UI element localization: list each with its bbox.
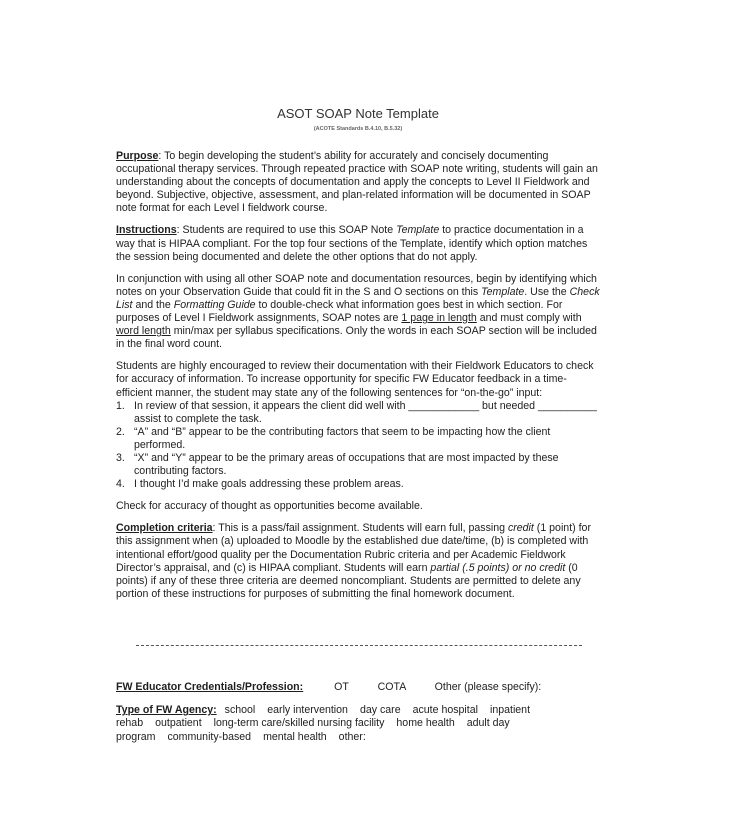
conjunction-t4: Check List (116, 285, 600, 311)
instructions-template-word: Template (396, 224, 440, 237)
agency-option[interactable]: day care (359, 704, 401, 716)
purpose-paragraph (116, 150, 602, 215)
completion-t3: (1 point) for this assignment when (a) uploaded to Moodle by the established due date/time, (b) is completed with intentional effort/good quality per the Documentation Rubric criteria and per Academic Fieldwork Director’s appraisal, and (c) is HIPAA compliant. Students will earn (116, 522, 591, 574)
fw-credentials-row (116, 681, 541, 693)
conjunction-t5: and the (132, 298, 174, 311)
completion-t5: (0 points) if any of these three criteria are deemed noncompliant. Students are permitted to delete any portion of these instructions for purposes of submitting the final homework document. (116, 561, 581, 600)
conjunction-t2: Template (481, 285, 525, 298)
instructions-label: Instructions (116, 224, 177, 237)
review-list (116, 400, 602, 492)
conjunction-t9: and must comply with (476, 312, 582, 325)
agency-option[interactable]: outpatient (155, 717, 202, 730)
list-item (116, 452, 602, 478)
document-title: ASOT SOAP Note Template (277, 106, 439, 121)
instructions-paragraph (116, 224, 602, 263)
agency-option[interactable]: long-term care/skilled nursing facility (213, 717, 385, 730)
conjunction-t8: 1 page in length (401, 312, 477, 325)
agency-option[interactable]: other: (338, 730, 366, 743)
agency-option[interactable]: home health (396, 717, 455, 730)
fw-agency-label: Type of FW Agency: (116, 704, 217, 716)
conjunction-t1: In conjunction with using all other SOAP note and documentation resources, begin by identifying which notes on your Observation Guide that could fit in the S and O sections on this (116, 272, 597, 298)
list-item (116, 426, 602, 452)
agency-option[interactable]: early intervention (267, 704, 348, 716)
agency-option[interactable]: school (224, 704, 256, 716)
agency-option[interactable]: adult day program (116, 717, 510, 743)
check-paragraph: Check for accuracy of thought as opportunities become available. (116, 500, 423, 513)
conjunction-paragraph (116, 273, 602, 352)
completion-t1: : This is a pass/fail assignment. Students will earn full, passing (212, 522, 508, 535)
fw-credentials-label: FW Educator Credentials/Profession: (116, 681, 304, 693)
list-item-text: “X” and “Y” appear to be the primary areas of occupations that are most impacted by these contributing factors. (134, 451, 559, 478)
instructions-text-a: : Students are required to use this SOAP Note (176, 224, 397, 237)
list-item-number: 2. (116, 425, 125, 438)
completion-label: Completion criteria (116, 522, 213, 535)
conjunction-t3: . Use the (524, 285, 570, 298)
list-item-number: 1. (116, 399, 125, 412)
agency-option[interactable]: inpatient rehab (116, 704, 531, 730)
instructions-text-b: to practice documentation in a way that is HIPAA compliant. For the top four sections of the Template, identify which option matches the session being documented and delete the other options that do not apply. (116, 224, 588, 263)
list-item-number: 3. (116, 451, 125, 464)
completion-paragraph (116, 522, 602, 601)
conjunction-t10: word length (116, 325, 171, 338)
conjunction-t7: to double-check what information goes best in which section. For purposes of Level I Fieldwork assignments, SOAP notes are (116, 298, 563, 325)
list-item-text: I thought I’d make goals addressing these problem areas. (134, 478, 404, 491)
completion-t2: credit (507, 522, 534, 535)
list-item (116, 400, 602, 426)
completion-t4: partial (.5 points) or no credit (430, 561, 566, 574)
section-divider (136, 645, 582, 646)
list-item-text: “A” and “B” appear to be the contributing factors that seem to be impacting how the client performed. (134, 425, 551, 451)
purpose-label: Purpose (116, 150, 159, 162)
review-intro: Students are highly encouraged to review their documentation with their Fieldwork Educators to check for accuracy of information. To increase opportunity for specific FW Educator feedback in a time-efficient manner, the student may state any of the following sentences for “on-the-go” input: (116, 360, 594, 399)
conjunction-t11: min/max per syllabus specifications. Only the words in each SOAP section will be included in the final word count. (116, 325, 597, 351)
list-item-text: In review of that session, it appears the client did well with ____________ but needed __________ assist to complete the task. (134, 399, 597, 425)
credential-option-other[interactable]: Other (please specify): (434, 681, 542, 693)
document-subtitle: (ACOTE Standards B.4.10, B.5.32) (313, 126, 403, 132)
fw-agency-block (116, 704, 606, 744)
purpose-text: : To begin developing the student’s ability for accurately and concisely documenting occupational therapy services. Through repeated practice with SOAP note writing, students will gain an understanding about the concepts of documentation and apply the concepts to Level II Fieldwork and beyond. Subjective, objective, assessment, and plan-related information will be documented in SOAP note format for each Level I fieldwork course. (116, 150, 598, 215)
agency-option[interactable]: acute hospital (412, 704, 478, 716)
credential-option-cota[interactable]: COTA (377, 681, 406, 693)
list-item (116, 478, 602, 491)
list-item-number: 4. (116, 478, 125, 491)
credential-option-ot[interactable]: OT (334, 681, 349, 693)
conjunction-t6: Formatting Guide (173, 298, 256, 311)
document-body (116, 150, 602, 610)
agency-option[interactable]: community-based (167, 730, 252, 743)
agency-option[interactable]: mental health (263, 730, 327, 743)
